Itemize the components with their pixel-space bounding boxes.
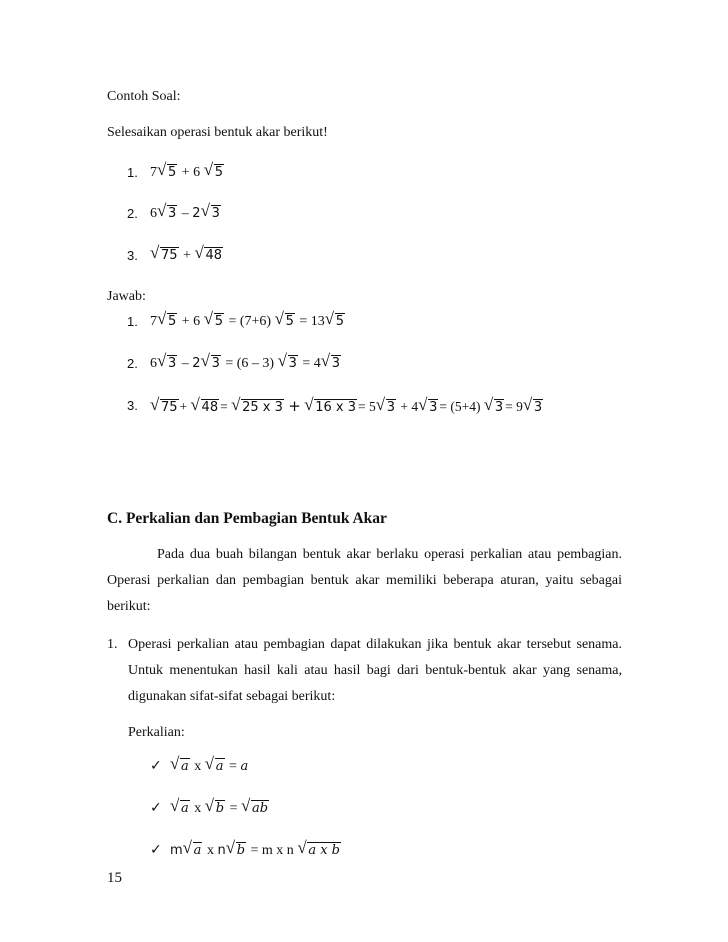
rule-1-number: 1.	[107, 637, 118, 652]
sqrt-symbol: √ 3	[522, 395, 543, 415]
instruction-text: Selesaikan operasi bentuk akar berikut!	[107, 125, 328, 140]
sqrt-symbol: √ 75	[150, 243, 178, 263]
problem-3-number: 3.	[127, 248, 138, 263]
answer-2-number: 2.	[127, 356, 138, 371]
problem-1-expression: 7 √ 5 + 6 √ 5	[150, 160, 223, 180]
rule-1-line-3: digunakan sifat-sifat sebagai berikut:	[128, 689, 336, 704]
example-label: Contoh Soal:	[107, 89, 181, 104]
problem-3-expression: √ 75 + √ 48	[150, 243, 222, 263]
sqrt-symbol: √ 5	[274, 309, 294, 329]
answer-2-expression: 6 √ 3 – 2 √ 3 = (6 – 3) √ 3 = 4 √ 3	[150, 351, 341, 371]
property-1-expression: √ a x √ a = a	[170, 754, 249, 774]
sqrt-symbol: √ 16 x 3	[304, 395, 356, 415]
problem-2-number: 2.	[127, 206, 138, 221]
rule-1-line-1: Operasi perkalian atau pembagian dapat dilakukan jika bentuk akar tersebut senama.	[128, 637, 622, 652]
rule-1-line-2: Untuk menentukan hasil kali atau hasil bagi dari bentuk-bentuk akar yang senama,	[128, 663, 622, 678]
problem-2-expression: 6 √ 3 – 2 √ 3	[150, 201, 220, 221]
sqrt-symbol: √ 5	[157, 309, 177, 329]
section-heading: C. Perkalian dan Pembagian Bentuk Akar	[107, 510, 387, 527]
sqrt-symbol: √ 3	[418, 395, 438, 415]
sqrt-symbol: √ b	[225, 838, 246, 858]
problem-1-number: 1.	[127, 165, 138, 180]
page-number: 15	[107, 870, 122, 886]
answer-label: Jawab:	[107, 289, 146, 304]
sqrt-symbol: √ 3	[320, 351, 341, 371]
sqrt-symbol: √ 25 x 3	[231, 395, 283, 415]
sqrt-symbol: √ 3	[375, 395, 396, 415]
sqrt-symbol: √ 3	[157, 351, 177, 371]
property-3-expression: m √ a x n √ b = m x n √ a x b	[170, 838, 340, 858]
multiplication-label: Perkalian:	[128, 725, 185, 740]
sqrt-symbol: √ 5	[157, 160, 177, 180]
answer-3-number: 3.	[127, 398, 138, 413]
sqrt-symbol: √ 48	[190, 395, 219, 415]
intro-line-1: Pada dua buah bilangan bentuk akar berlaku operasi perkalian atau pembagian.	[157, 547, 622, 562]
sqrt-symbol: √ 48	[194, 243, 222, 263]
sqrt-symbol: √ a	[170, 754, 189, 774]
sqrt-symbol: √ a	[204, 754, 224, 774]
intro-line-2: Operasi perkalian dan pembagian bentuk akar memiliki beberapa aturan, yaitu sebagai	[107, 573, 622, 588]
sqrt-symbol: √ 5	[324, 309, 345, 329]
sqrt-symbol: √ a	[182, 838, 202, 858]
check-icon: ✓	[150, 758, 162, 774]
sqrt-symbol: √ 3	[483, 395, 504, 415]
intro-line-3: berikut:	[107, 599, 151, 614]
sqrt-symbol: √ 3	[277, 351, 297, 371]
answer-1-number: 1.	[127, 314, 138, 329]
check-icon: ✓	[150, 800, 162, 816]
sqrt-symbol: √ 5	[203, 160, 223, 180]
property-2-expression: √ a x √ b = √ ab	[170, 796, 269, 816]
sqrt-symbol: √ ab	[241, 796, 269, 816]
sqrt-symbol: √ b	[204, 796, 225, 816]
sqrt-symbol: √ a	[170, 796, 189, 816]
sqrt-symbol: √ 5	[203, 309, 223, 329]
sqrt-symbol: √ a x b	[297, 838, 340, 858]
check-icon: ✓	[150, 842, 162, 858]
sqrt-symbol: √ 3	[157, 201, 177, 221]
sqrt-symbol: √ 75	[150, 395, 178, 415]
sqrt-symbol: √ 3	[200, 201, 220, 221]
sqrt-symbol: √ 3	[200, 351, 220, 371]
answer-1-expression: 7 √ 5 + 6 √ 5 = (7+6) √ 5 = 13 √ 5	[150, 309, 345, 329]
answer-3-expression: √ 75 + √ 48 = √ 25 x 3 + √ 16 x 3 = 5 √ 3 + 4 √ 3 = (5+4) √ 3 = 9 √ 3	[150, 395, 543, 415]
